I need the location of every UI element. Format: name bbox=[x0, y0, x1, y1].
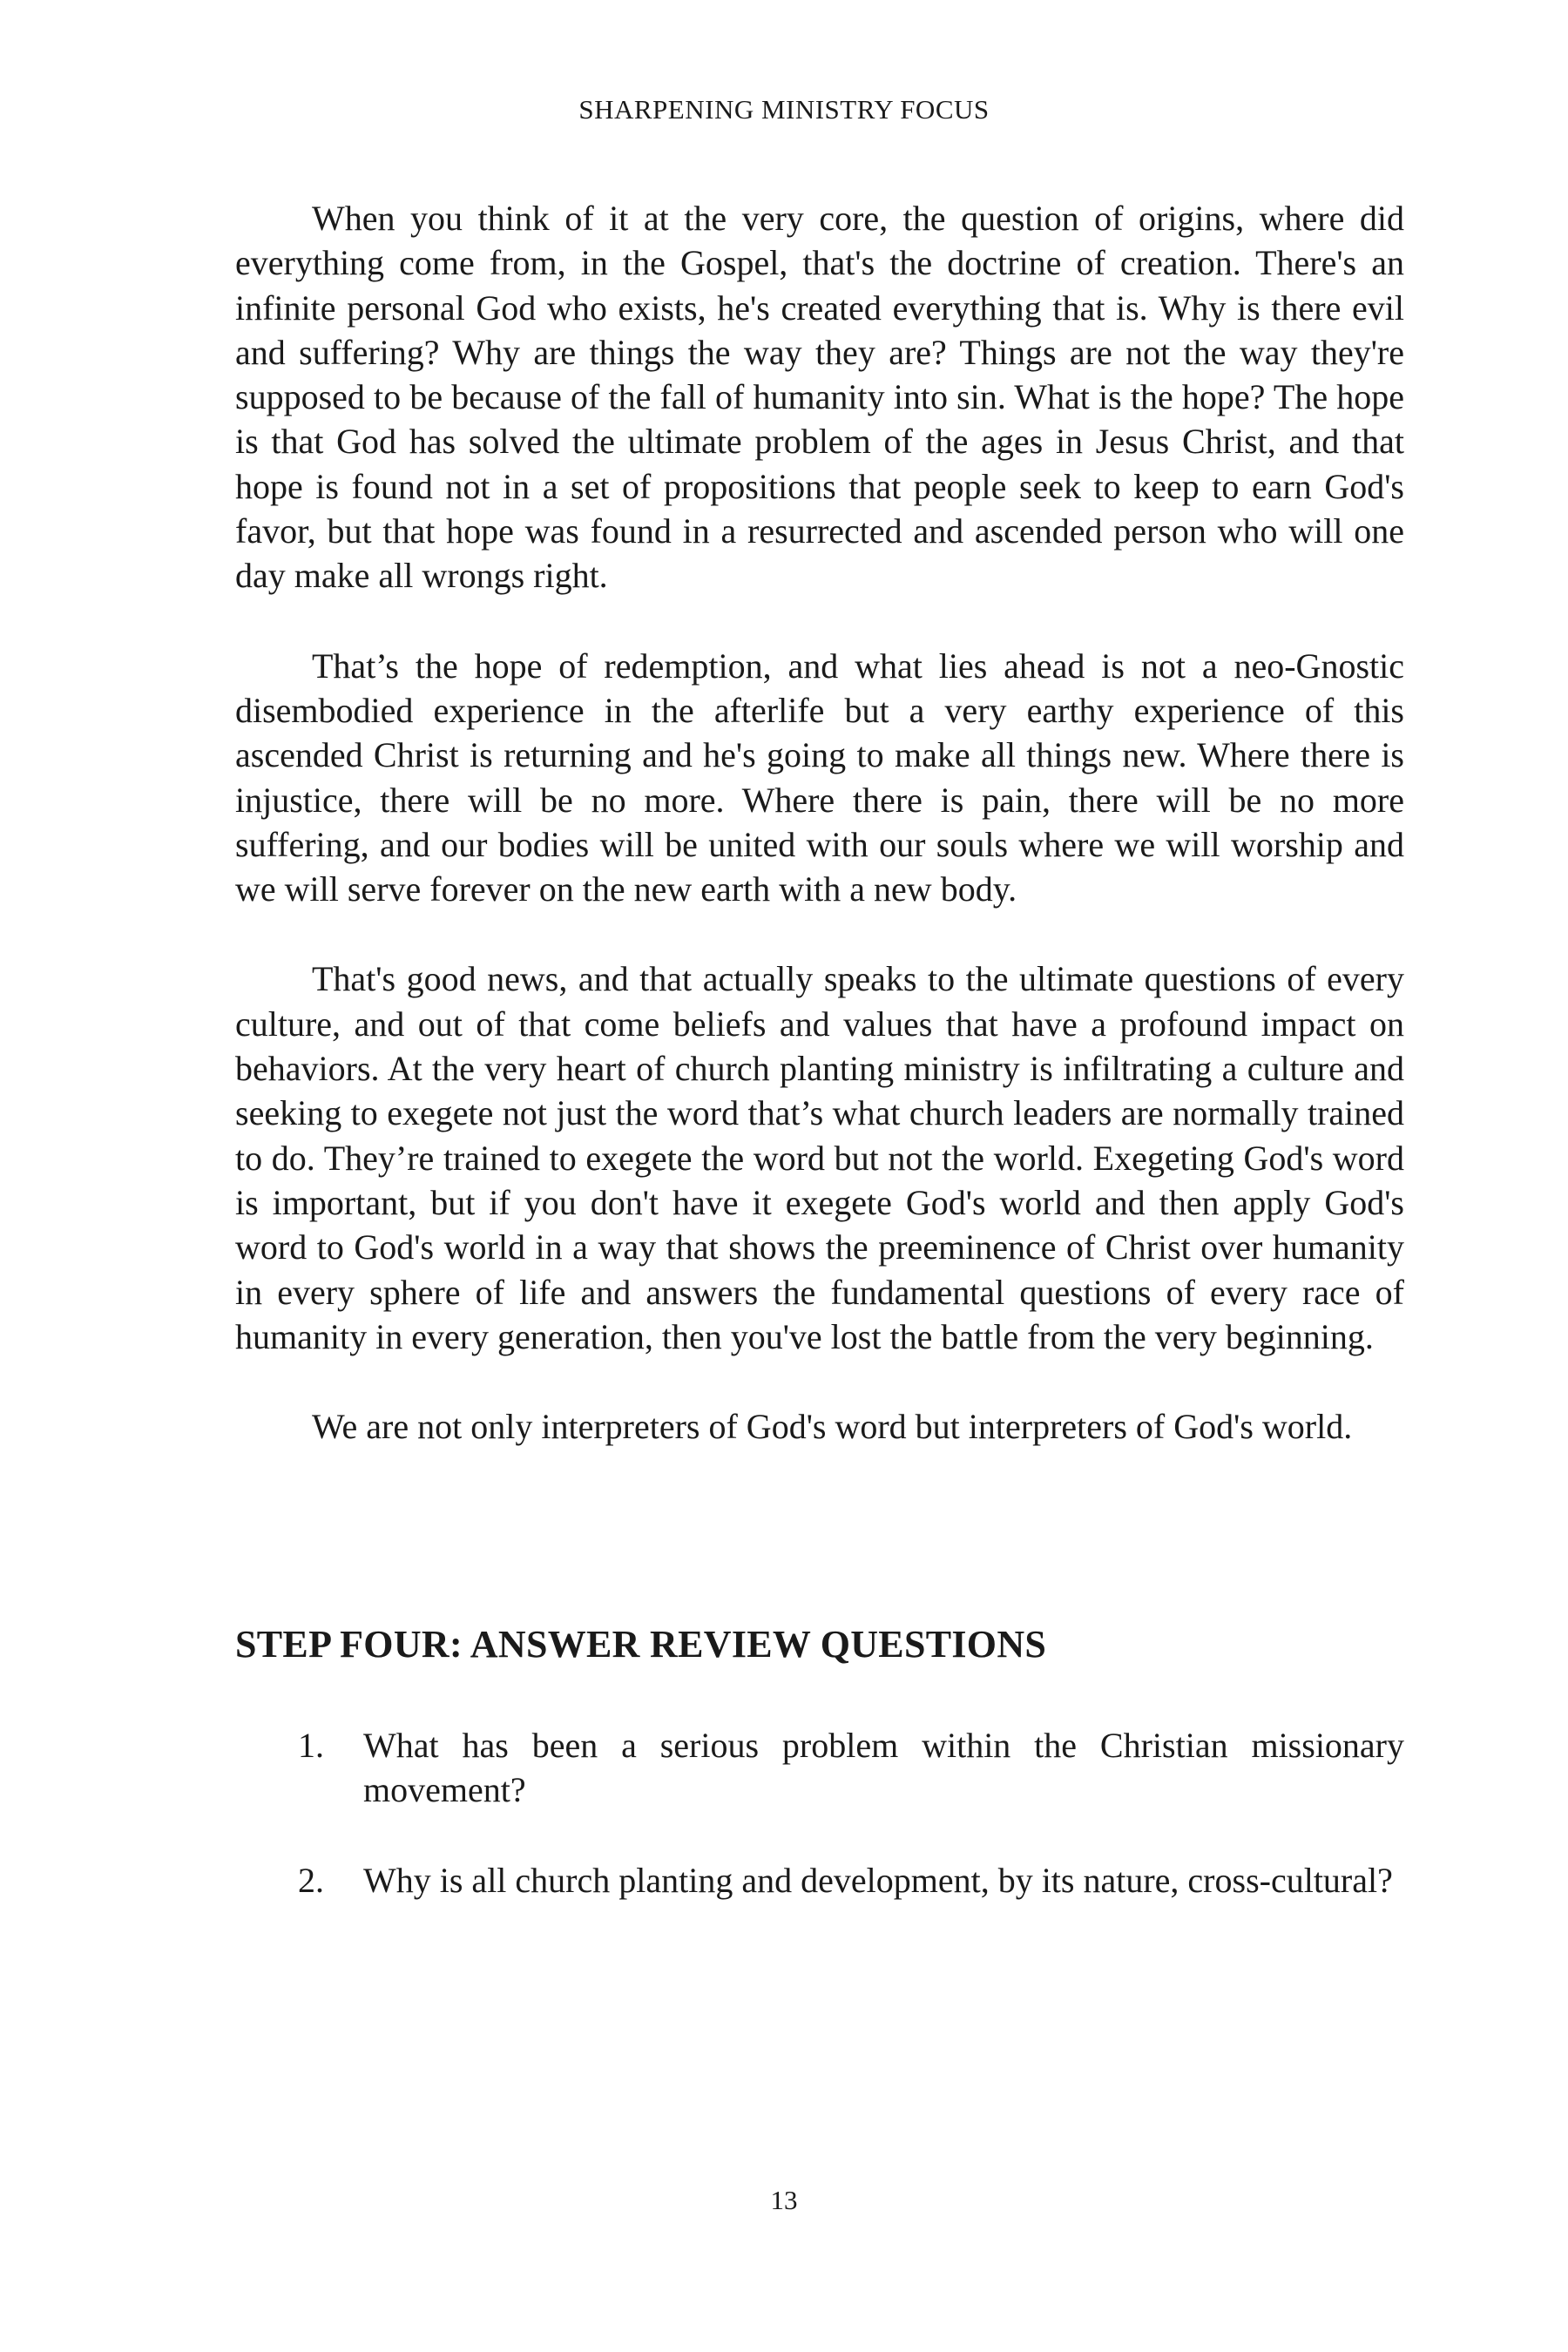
section-heading: STEP FOUR: ANSWER REVIEW QUESTIONS bbox=[235, 1623, 1047, 1666]
review-question-2 bbox=[235, 1858, 1404, 1903]
body-paragraph-1: When you think of it at the very core, the question of origins, where did everything come from, in the Gospel, that's the doctrine of creation. There's an infinite personal God who exists, he's created everything that is. Why is there evil and suffering? Why are things the way they are? Things are not the way they're supposed to be because of the fall of humanity into sin. What is the hope? The hope is that God has solved the ultimate problem of the ages in Jesus Christ, and that hope is found not in a set of propositions that people seek to keep to earn God's favor, but that hope was found in a resurrected and ascended person who will one day make all wrongs right. bbox=[235, 199, 1404, 596]
body-text bbox=[235, 196, 1404, 1494]
running-header-title: SHARPENING MINISTRY FOCUS bbox=[578, 94, 990, 125]
page-number: 13 bbox=[770, 2185, 798, 2215]
body-paragraph-4: We are not only interpreters of God's word but interpreters of God's world. bbox=[312, 1407, 1353, 1447]
body-paragraph-2: That’s the hope of redemption, and what lies ahead is not a neo-Gnostic disembodied experience in the afterlife but a very earthy experience of this ascended Christ is returning and he's going to make all things new. Where there is injustice, there will be no more. Where there is pain, there will be no more suffering, and our bodies will be united with our souls where we will worship and we will serve forever on the new earth with a new body. bbox=[235, 645, 1404, 909]
question-text: Why is all church planting and development, by its nature, cross-cultural? bbox=[363, 1860, 1393, 1900]
question-number: 1. bbox=[298, 1726, 324, 1765]
review-question-1 bbox=[235, 1723, 1404, 1813]
question-number: 2. bbox=[298, 1860, 324, 1900]
body-paragraph-3: That's good news, and that actually speaks to the ultimate questions of every culture, and out of that come beliefs and values that have a profound impact on behaviors. At the very heart of church planting ministry is infiltrating a culture and seeking to exegete not just the word that’s what church leaders are normally trained to do. They’re trained to exegete the word but not the world. Exegeting God's word is important, but if you don't have it exegete God's world and then apply God's word to God's world in a way that shows the preeminence of Christ over humanity in every sphere of life and answers the fundamental questions of every race of humanity in every generation, then you've lost the battle from the very beginning. bbox=[235, 959, 1404, 1356]
question-text: What has been a serious problem within the Christian missionary movement? bbox=[363, 1726, 1404, 1810]
review-questions-list bbox=[235, 1723, 1404, 1948]
